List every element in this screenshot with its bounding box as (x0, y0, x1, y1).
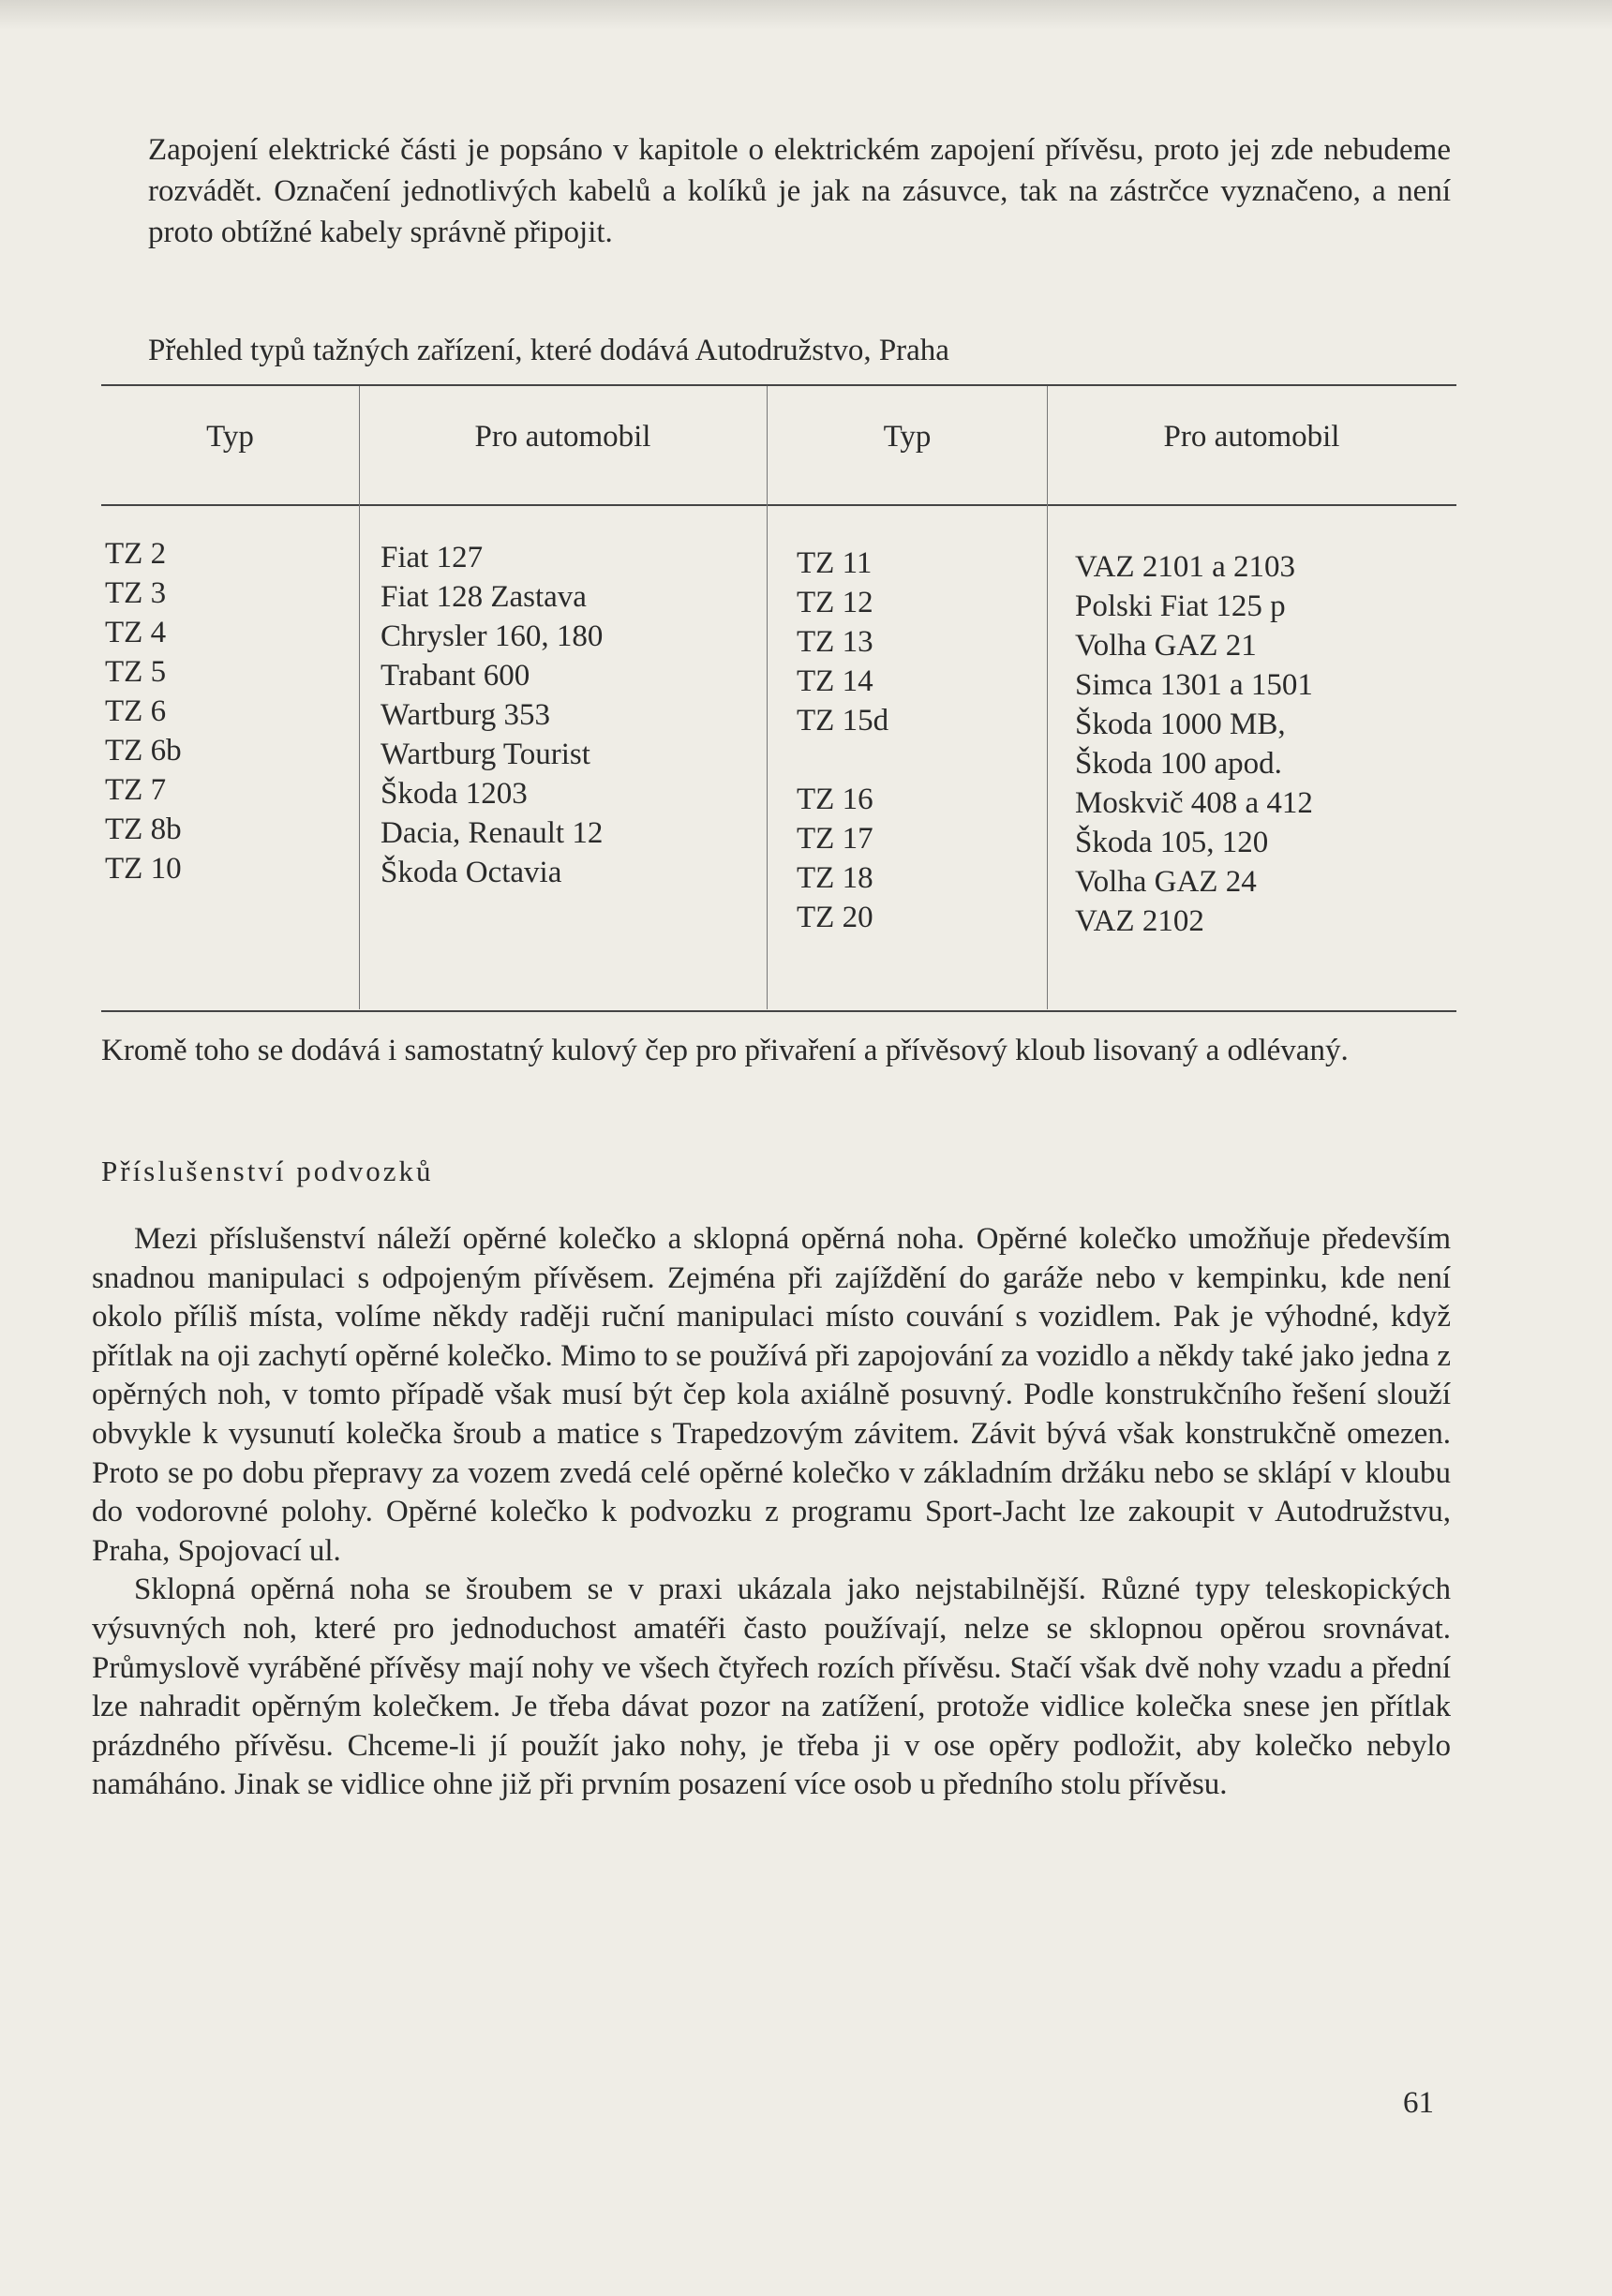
table-cell: TZ 17 (797, 822, 873, 856)
table-cell: TZ 6b (105, 734, 182, 768)
table-header-rule (101, 504, 1456, 506)
table-cell: Škoda 105, 120 (1075, 826, 1269, 859)
section-title: Příslušenství podvozků (101, 1155, 434, 1187)
table-cell: Škoda Octavia (381, 856, 562, 889)
table-cell: Polski Fiat 125 p (1075, 589, 1286, 623)
table-cell: VAZ 2102 (1075, 904, 1204, 938)
table-cell: TZ 18 (797, 861, 873, 895)
table-header-typ: Typ (206, 420, 254, 454)
section-body (92, 1220, 1451, 1805)
table-cell: VAZ 2101 a 2103 (1075, 550, 1295, 584)
table-cell: Volha GAZ 21 (1075, 629, 1257, 663)
intro-paragraph: Zapojení elektrické části je popsáno v kapitole o elektrickém zapojení přívěsu, proto jej zde nebudeme rozvádět. Označení jednotlivých kabelů a kolíků je jak na zásuvce, tak na zástrčce vyznačeno, a není proto obtížné kabely správně připojit. (148, 133, 1451, 249)
table-top-rule (101, 384, 1456, 386)
table-cell: Chrysler 160, 180 (381, 619, 604, 653)
table-cell: Škoda 1203 (381, 777, 528, 811)
table-header-pro-automobil: Pro automobil (474, 420, 651, 454)
table-cell: Wartburg Tourist (381, 738, 590, 771)
scan-shadow (0, 0, 1612, 30)
page-number: 61 (1403, 2086, 1434, 2120)
table-header-pro-automobil: Pro automobil (1163, 420, 1340, 454)
table-cell: Trabant 600 (381, 659, 530, 693)
table-cell: TZ 11 (797, 546, 873, 580)
table-cell: TZ 14 (797, 664, 873, 698)
table-cell: TZ 13 (797, 625, 873, 659)
table-cell: Škoda 100 apod. (1075, 747, 1282, 781)
table-cell: TZ 2 (105, 537, 167, 571)
table-cell: Fiat 127 (381, 541, 484, 574)
column-divider (359, 386, 360, 1009)
table-cell: TZ 16 (797, 783, 873, 816)
column-divider (767, 386, 768, 1009)
table-cell: TZ 10 (105, 852, 182, 886)
after-table-paragraph: Kromě toho se dodává i samostatný kulový čep pro přivaření a přívěsový kloub lisovaný a odlévaný. (101, 1034, 1349, 1067)
table-column-typ-right (797, 544, 888, 937)
table-cell: TZ 4 (105, 616, 167, 649)
table-column-automobil-right (1075, 547, 1313, 941)
table-column-automobil-left (381, 538, 603, 892)
table-cell: TZ 20 (797, 901, 873, 934)
table-cell: TZ 7 (105, 773, 167, 807)
table-cell: TZ 6 (105, 694, 167, 728)
table-cell: Wartburg 353 (381, 698, 550, 732)
column-divider (1047, 386, 1048, 1009)
table-bottom-rule (101, 1010, 1456, 1012)
table-cell: TZ 3 (105, 576, 167, 610)
table-cell: Škoda 1000 MB, (1075, 708, 1286, 741)
body-paragraph: Sklopná opěrná noha se šroubem se v praxi ukázala jako nejstabilnější. Různé typy teleskopických výsuvných noh, které pro jednoduchost amatéři často používají, nelze se sklopnou opěrou srovnávat. Průmyslově vyráběné přívěsy mají nohy ve všech čtyřech rozích přívěsu. Stačí však dvě nohy vzadu a přední lze nahradit opěrným kolečkem. Je třeba dávat pozor na zatížení, protože vidlice kolečka snese jen přítlak prázdného přívěsu. Chceme-li jí použít jako nohy, je třeba ji v ose opěry podložit, aby kolečko nebylo namáháno. Jinak se vidlice ohne již při prvním posazení více osob u předního stolu přívěsu. (92, 1573, 1451, 1802)
table-cell (797, 740, 888, 780)
table-caption: Přehled typů tažných zařízení, které dodává Autodružstvo, Praha (148, 334, 949, 367)
table-cell: Simca 1301 a 1501 (1075, 668, 1313, 702)
table-column-typ-left (105, 534, 182, 888)
table-cell: Moskvič 408 a 412 (1075, 786, 1313, 820)
table-cell: Dacia, Renault 12 (381, 816, 604, 850)
table-cell: TZ 5 (105, 655, 167, 689)
table-cell: TZ 12 (797, 586, 873, 619)
table-cell: TZ 15d (797, 704, 889, 738)
table-header-typ: Typ (883, 420, 932, 454)
table-cell: TZ 8b (105, 813, 182, 846)
body-paragraph: Mezi příslušenství náleží opěrné kolečko a sklopná opěrná noha. Opěrné kolečko umožňuje především snadnou manipulaci s odpojeným přívěsem. Zejména při zajíždění do garáže nebo v kempinku, kde není okolo příliš místa, volíme někdy raději ruční manipulaci místo couvání s vozidlem. Pak je výhodné, když přítlak na oji zachytí opěrné kolečko. Mimo to se používá při zapojování za vozidlo a někdy také jako jedna z opěrných noh, v tomto případě však musí být čep kola axiálně posuvný. Podle konstrukčního řešení slouží obvykle k vysunutí kolečka šroub a matice s Trapedzovým závitem. Závit bývá však konstrukčně omezen. Proto se po dobu přepravy za vozem zvedá celé opěrné kolečko v základním držáku nebo se sklápí v kloubu do vodorovné polohy. Opěrné kolečko k podvozku z programu Sport-Jacht lze zakoupit v Autodružstvu, Praha, Spojovací ul. (92, 1222, 1451, 1568)
table-cell: Volha GAZ 24 (1075, 865, 1257, 899)
table-cell: Fiat 128 Zastava (381, 580, 587, 614)
